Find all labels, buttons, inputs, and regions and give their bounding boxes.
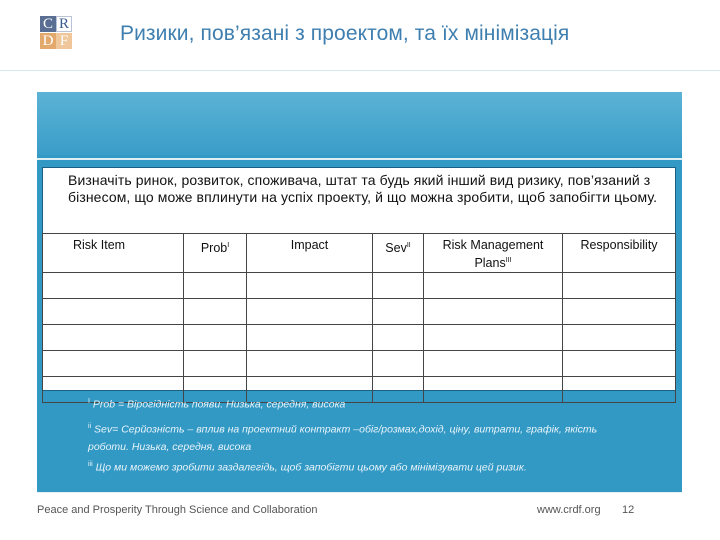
footer-tagline: Peace and Prosperity Through Science and Collaboration bbox=[37, 504, 318, 516]
footnote-prob: $^I$ Prob = Вірогідність появи. Низька, середня, висока bbox=[88, 398, 346, 411]
risk-table bbox=[42, 233, 676, 403]
column-header-risk-management-plans: Risk Management Plans$^{III}$ bbox=[424, 234, 563, 273]
logo-letter-r: R bbox=[56, 16, 72, 32]
top-band bbox=[37, 92, 682, 155]
column-header-responsibility: Responsibility bbox=[563, 234, 676, 273]
logo-letter-c: C bbox=[40, 16, 56, 32]
column-header-risk-item: Risk Item bbox=[43, 234, 184, 273]
table-row bbox=[43, 325, 676, 351]
table-row bbox=[43, 299, 676, 325]
footnote-sev: $^{ii}$ Sev= Серйозність – вплив на проектний контракт –обіг/розмах,дохід, ціну, витрати, графік, якість роботи. Низька, середня, висока bbox=[88, 423, 598, 453]
column-header-prob: Prob$^I$ bbox=[184, 234, 247, 273]
footer-divider bbox=[37, 492, 682, 493]
column-header-impact: Impact bbox=[247, 234, 373, 273]
table-row bbox=[43, 273, 676, 299]
page-number: 12 bbox=[622, 504, 635, 516]
footnote-plans: $^{iii}$ Що ми можемо зробити заздалегідь, щоб запобігти цьому або мінімізувати цей ризик. bbox=[88, 461, 527, 474]
table-header-row bbox=[43, 234, 676, 273]
band-divider bbox=[37, 158, 682, 160]
footer-url: www.crdf.org bbox=[537, 504, 601, 516]
table-row bbox=[43, 351, 676, 377]
intro-text: Визначіть ринок, розвиток, споживача, штат та будь який інший вид ризику, пов’язаний з бізнесом, що може вплинути на успіх проекту, й що можна зробити, щоб запобігти цьому. bbox=[68, 172, 658, 205]
logo-letter-f: F bbox=[56, 33, 72, 49]
column-header-sev: Sev$^{II}$ bbox=[373, 234, 424, 273]
slide-title: Ризики, пов’язані з проектом, та їх мінімізація bbox=[120, 22, 570, 45]
title-divider bbox=[0, 70, 720, 71]
crdf-logo bbox=[40, 16, 90, 50]
logo-letter-d: D bbox=[40, 33, 56, 49]
